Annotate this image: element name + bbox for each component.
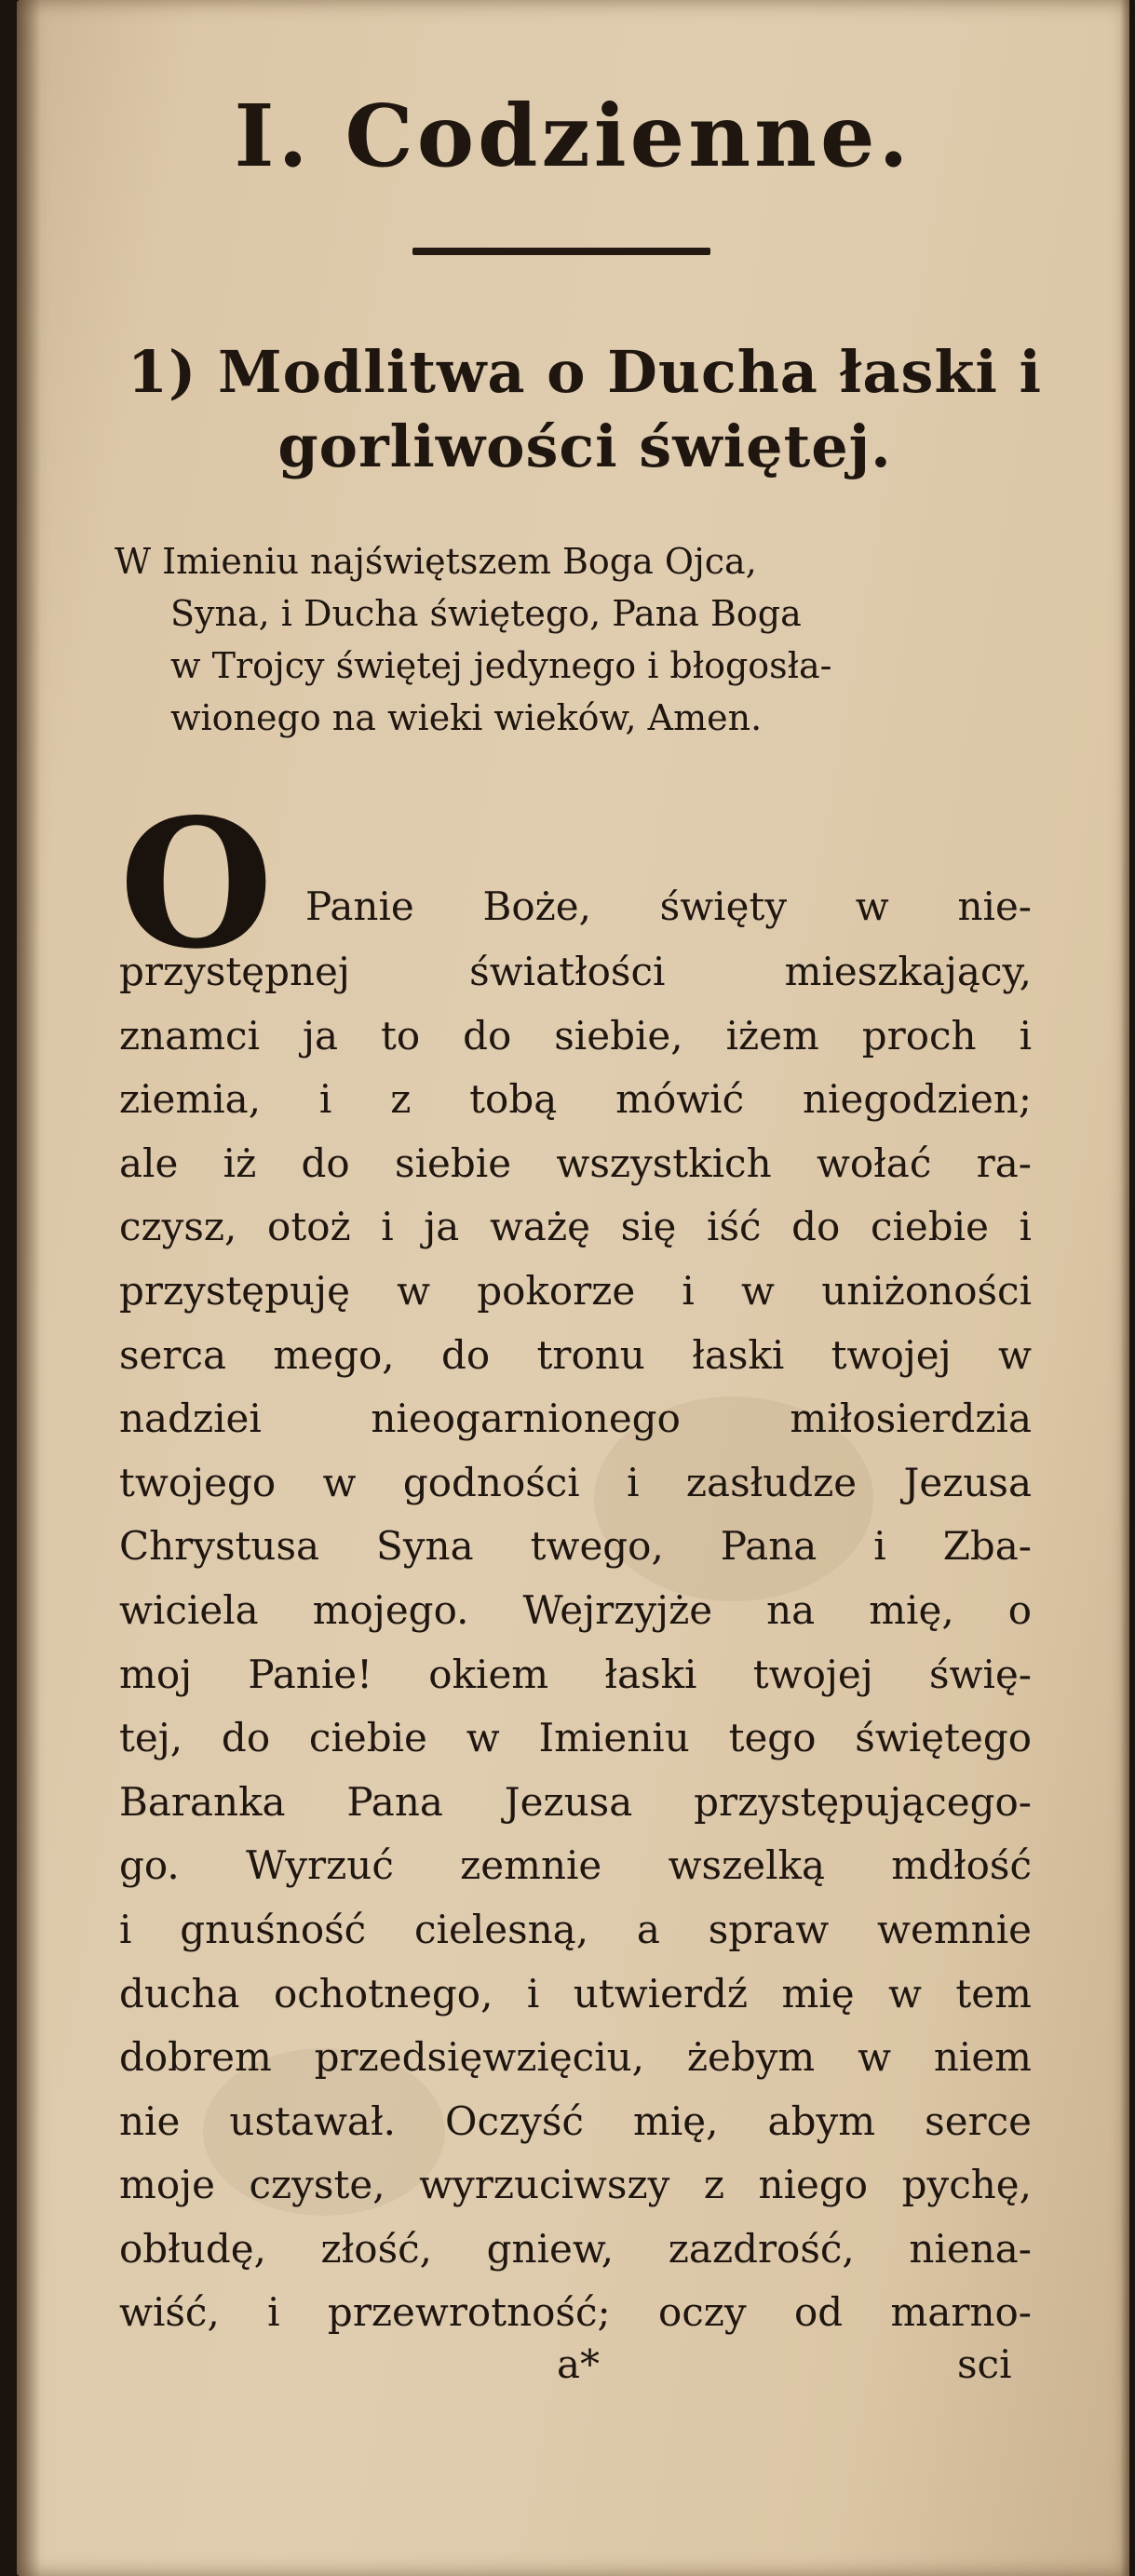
- body-line: twojego w godności i zasłudze Jezusa: [119, 1459, 1032, 1505]
- body-line: nie ustawał. Oczyść mię, abym serce: [119, 2097, 1032, 2144]
- body-line: przystępnej światłości mieszkający,: [119, 949, 1032, 994]
- page-edge-shadow: [1120, 0, 1129, 2576]
- book-page: [17, 0, 1129, 2576]
- body-line: go. Wyrzuć zemnie wszelką mdłość: [119, 1842, 1032, 1889]
- body-line: wiciela mojego. Wejrzyjże na mię, o: [119, 1586, 1032, 1633]
- chapter-heading: I. Codzienne.: [234, 86, 912, 186]
- body-line: moje czyste, wyrzuciwszy z niego pychę,: [119, 2162, 1032, 2208]
- body-line: moj Panie! okiem łaski twojej świę-: [119, 1651, 1032, 1697]
- invocation-line: Syna, i Ducha świętego, Pana Boga: [170, 593, 802, 634]
- body-line: nadziei nieogarnionego miłosierdzia: [119, 1396, 1032, 1442]
- body-line: przystępuję w pokorze i w uniżoności: [119, 1267, 1032, 1314]
- body-line: Chrystusa Syna twego, Pana i Zba-: [119, 1523, 1032, 1570]
- signature-mark: a*: [557, 2341, 601, 2387]
- body-line: ale iż do siebie wszystkich wołać ra-: [119, 1140, 1032, 1186]
- catchword: sci: [957, 2341, 1012, 2387]
- body-line: czysz, otoż i ja ważę się iść do ciebie i: [119, 1204, 1032, 1250]
- body-line: i gnuśność cielesną, a spraw wemnie: [119, 1906, 1032, 1952]
- drop-cap: O: [119, 780, 274, 988]
- invocation-line: w Trojcy świętej jedynego i błogosła-: [170, 645, 832, 686]
- body-line: serca mego, do tronu łaski twojej w: [119, 1331, 1032, 1378]
- body-line: Baranka Pana Jezusa przystępującego-: [119, 1778, 1032, 1825]
- invocation-text: [115, 535, 1008, 744]
- heading-divider: [412, 248, 710, 255]
- body-line: tej, do ciebie w Imieniu tego świętego: [119, 1715, 1032, 1761]
- body-first-line: Panie Boże, święty w nie-: [305, 883, 1032, 929]
- invocation-line: wionego na wieki wieków, Amen.: [170, 697, 763, 738]
- invocation-line: W Imieniu najświętszem Boga Ojca,: [115, 541, 757, 582]
- body-line: ducha ochotnego, i utwierdź mię w tem: [119, 1970, 1032, 2016]
- prayer-title: 1) Modlitwa o Ducha łaski i gorliwości świętej.: [127, 338, 1043, 480]
- page-spine-shadow: [17, 0, 41, 2576]
- body-line: dobrem przedsięwzięciu, żebym w niem: [119, 2034, 1032, 2081]
- body-text: [119, 940, 1032, 2345]
- body-line: ziemia, i z tobą mówić niegodzien;: [119, 1076, 1032, 1123]
- body-line: wiść, i przewrotność; oczy od marno-: [119, 2289, 1032, 2336]
- body-line: obłudę, złość, gniew, zazdrość, niena-: [119, 2225, 1032, 2272]
- body-line: znamci ja to do siebie, iżem proch i: [119, 1012, 1032, 1059]
